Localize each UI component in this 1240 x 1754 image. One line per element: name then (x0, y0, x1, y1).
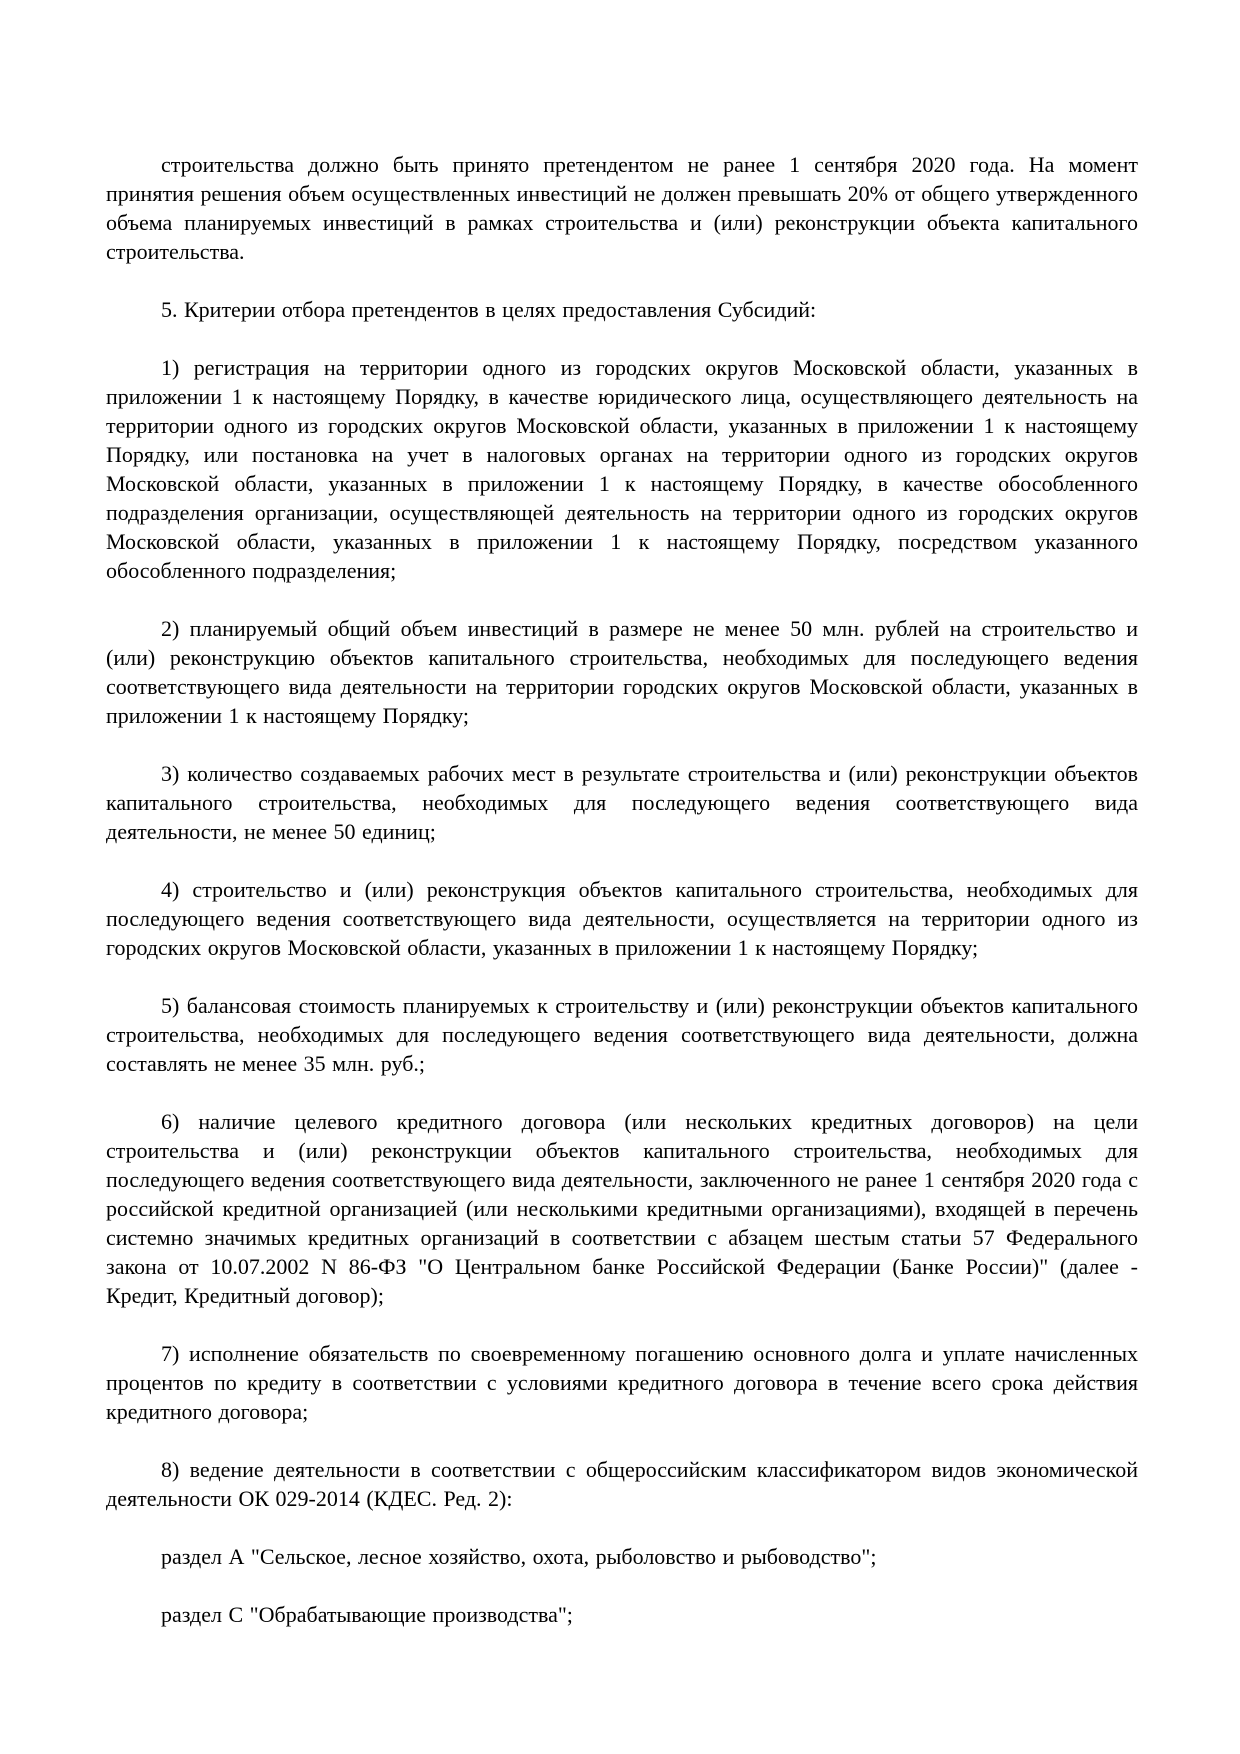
criterion-2: 2) планируемый общий объем инвестиций в размере не менее 50 млн. рублей на строительство и (или) реконструкцию объектов капитального строительства, необходимых для последующего ведения соответствующего вида деятельности на территории городских округов Московской области, указанных в приложении 1 к настоящему Порядку; (106, 616, 1138, 728)
criterion-7: 7) исполнение обязательств по своевременному погашению основного долга и уплате начисленных процентов по кредиту в соответствии с условиями кредитного договора в течение всего срока действия кредитного договора; (106, 1341, 1138, 1424)
criterion-3: 3) количество создаваемых рабочих мест в результате строительства и (или) реконструкции объектов капитального строительства, необходимых для последующего ведения соответствующего вида деятельности, не менее 50 единиц; (106, 761, 1138, 844)
section-5-heading: 5. Критерии отбора претендентов в целях предоставления Субсидий: (161, 297, 817, 322)
criterion-4: 4) строительство и (или) реконструкция объектов капитального строительства, необходимых для последующего ведения соответствующего вида деятельности, осуществляется на территории одного из городских округов Московской области, указанных в приложении 1 к настоящему Порядку; (106, 877, 1138, 960)
criterion-6: 6) наличие целевого кредитного договора (или нескольких кредитных договоров) на цели строительства и (или) реконструкции объектов капитального строительства, необходимых для последующего ведения соответствующего вида деятельности, заключенного не ранее 1 сентября 2020 года с российской кредитной организацией (или несколькими кредитными организациями), входящей в перечень системно значимых кредитных организаций в соответствии с абзацем шестым статьи 57 Федерального закона от 10.07.2002 N 86-ФЗ "О Центральном банке Российской Федерации (Банке России)" (далее - Кредит, Кредитный договор); (106, 1109, 1138, 1308)
okved-section-a: раздел А "Сельское, лесное хозяйство, охота, рыболовство и рыбоводство"; (161, 1544, 877, 1569)
criterion-1: 1) регистрация на территории одного из городских округов Московской области, указанных в приложении 1 к настоящему Порядку, в качестве юридического лица, осуществляющего деятельность на территории одного из городских округов Московской области, указанных в приложении 1 к настоящему Порядку, или постановка на учет в налоговых органах на территории одного из городских округов Московской области, указанных в приложении 1 к настоящему Порядку, в качестве обособленного подразделения организации, осуществляющей деятельность на территории одного из городских округов Московской области, указанных в приложении 1 к настоящему Порядку, посредством указанного обособленного подразделения; (106, 355, 1138, 583)
intro-paragraph: строительства должно быть принято претендентом не ранее 1 сентября 2020 года. На момент принятия решения объем осуществленных инвестиций не должен превышать 20% от общего утвержденного объема планируемых инвестиций в рамках строительства и (или) реконструкции объекта капитального строительства. (106, 152, 1138, 264)
okved-section-c: раздел C "Обрабатывающие производства"; (161, 1602, 573, 1627)
criterion-5: 5) балансовая стоимость планируемых к строительству и (или) реконструкции объектов капитального строительства, необходимых для последующего ведения соответствующего вида деятельности, должна составлять не менее 35 млн. руб.; (106, 993, 1138, 1076)
criterion-8: 8) ведение деятельности в соответствии с общероссийским классификатором видов экономической деятельности ОК 029-2014 (КДЕС. Ред. 2): (106, 1457, 1138, 1511)
